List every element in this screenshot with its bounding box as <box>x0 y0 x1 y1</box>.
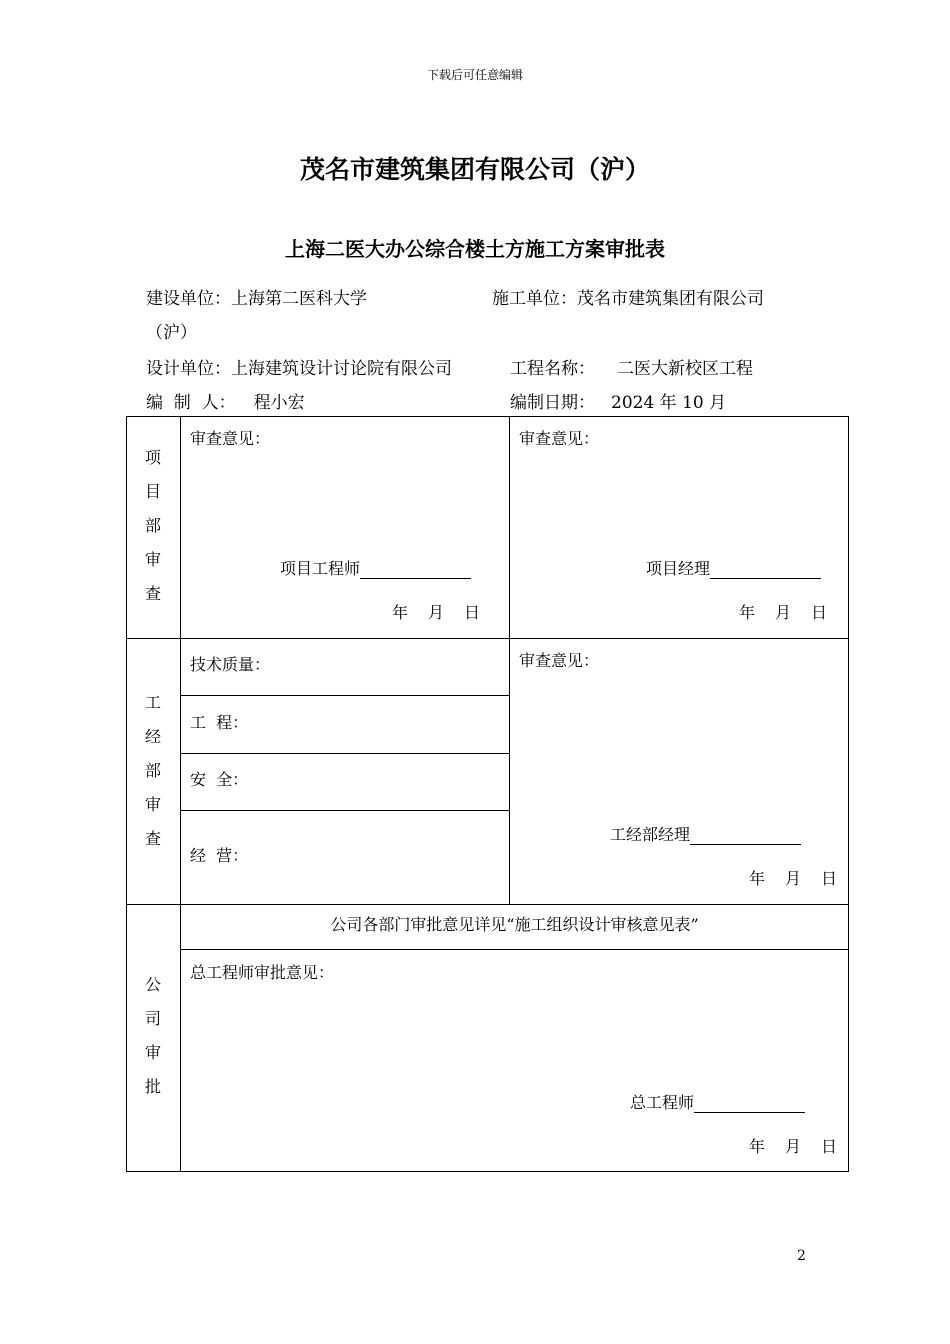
header-note: 下载后可任意编辑 <box>426 68 523 82</box>
engineering-opinion-label: 审查意见： <box>519 651 600 670</box>
builder-value: 上海第二医科大学 <box>231 289 367 309</box>
project-name-value: 二医大新校区工程 <box>617 359 753 379</box>
project-name-field <box>510 354 753 379</box>
contractor-value-cont: （沪） <box>146 323 197 343</box>
section-divider <box>126 904 849 905</box>
date-value: 2024 年 10 月 <box>611 393 727 413</box>
chief-engineer-signature: 总工程师 <box>630 1090 805 1113</box>
company-date: 年 月 日 <box>749 1137 838 1156</box>
signature-line[interactable] <box>710 562 821 579</box>
author-field <box>146 388 305 413</box>
chief-opinion-label: 总工程师审批意见： <box>190 963 335 982</box>
signature-line[interactable] <box>694 1096 805 1113</box>
signature-line[interactable] <box>360 562 471 579</box>
project-engineer-signature: 项目工程师 <box>280 556 471 579</box>
section-divider <box>126 638 849 639</box>
company-section-label: 公 司 审 批 <box>144 975 161 1096</box>
builder-field <box>146 284 367 309</box>
tech-quality-row: 技术质量： <box>190 655 271 674</box>
project-right-date: 年 月 日 <box>739 603 828 622</box>
company-name: 茂名市建筑集团有限公司（沪） <box>299 155 650 184</box>
label-column-divider <box>180 416 181 1172</box>
engineering-manager-signature: 工经部经理 <box>610 822 801 845</box>
project-manager-signature: 项目经理 <box>646 556 821 579</box>
company-note: 公司各部门审批意见详见“施工组织设计审核意见表” <box>330 915 699 934</box>
project-left-date: 年 月 日 <box>392 603 481 622</box>
safety-row: 安 全： <box>190 770 249 789</box>
designer-value: 上海建筑设计讨论院有限公司 <box>231 359 452 379</box>
date-field <box>510 388 726 413</box>
engineering-section-label: 工 经 部 审 查 <box>144 693 161 848</box>
mid-column-divider <box>509 416 510 904</box>
project-left-opinion-label: 审查意见： <box>190 429 271 448</box>
contractor-label: 施工单位： <box>492 289 577 309</box>
row-divider <box>180 695 509 696</box>
contractor-value: 茂名市建筑集团有限公司 <box>577 289 764 309</box>
contractor-field <box>492 284 764 309</box>
author-label: 编 制 人： <box>146 393 236 413</box>
engineering-date: 年 月 日 <box>749 869 838 888</box>
project-name-label: 工程名称： <box>510 359 595 379</box>
designer-field <box>146 354 452 379</box>
engineering-row: 工 程： <box>190 713 249 732</box>
form-title: 上海二医大办公综合楼土方施工方案审批表 <box>285 237 665 261</box>
builder-label: 建设单位： <box>146 289 231 309</box>
author-value: 程小宏 <box>253 393 305 413</box>
designer-label: 设计单位： <box>146 359 231 379</box>
page-number: 2 <box>797 1248 806 1264</box>
project-section-label: 项 目 部 审 查 <box>144 448 161 603</box>
date-label: 编制日期： <box>510 393 595 413</box>
table-border <box>126 416 849 1172</box>
row-divider <box>180 810 509 811</box>
row-divider <box>180 949 849 950</box>
project-right-opinion-label: 审查意见： <box>519 429 600 448</box>
business-row: 经 营： <box>190 846 249 865</box>
row-divider <box>180 753 509 754</box>
signature-line[interactable] <box>690 828 801 845</box>
